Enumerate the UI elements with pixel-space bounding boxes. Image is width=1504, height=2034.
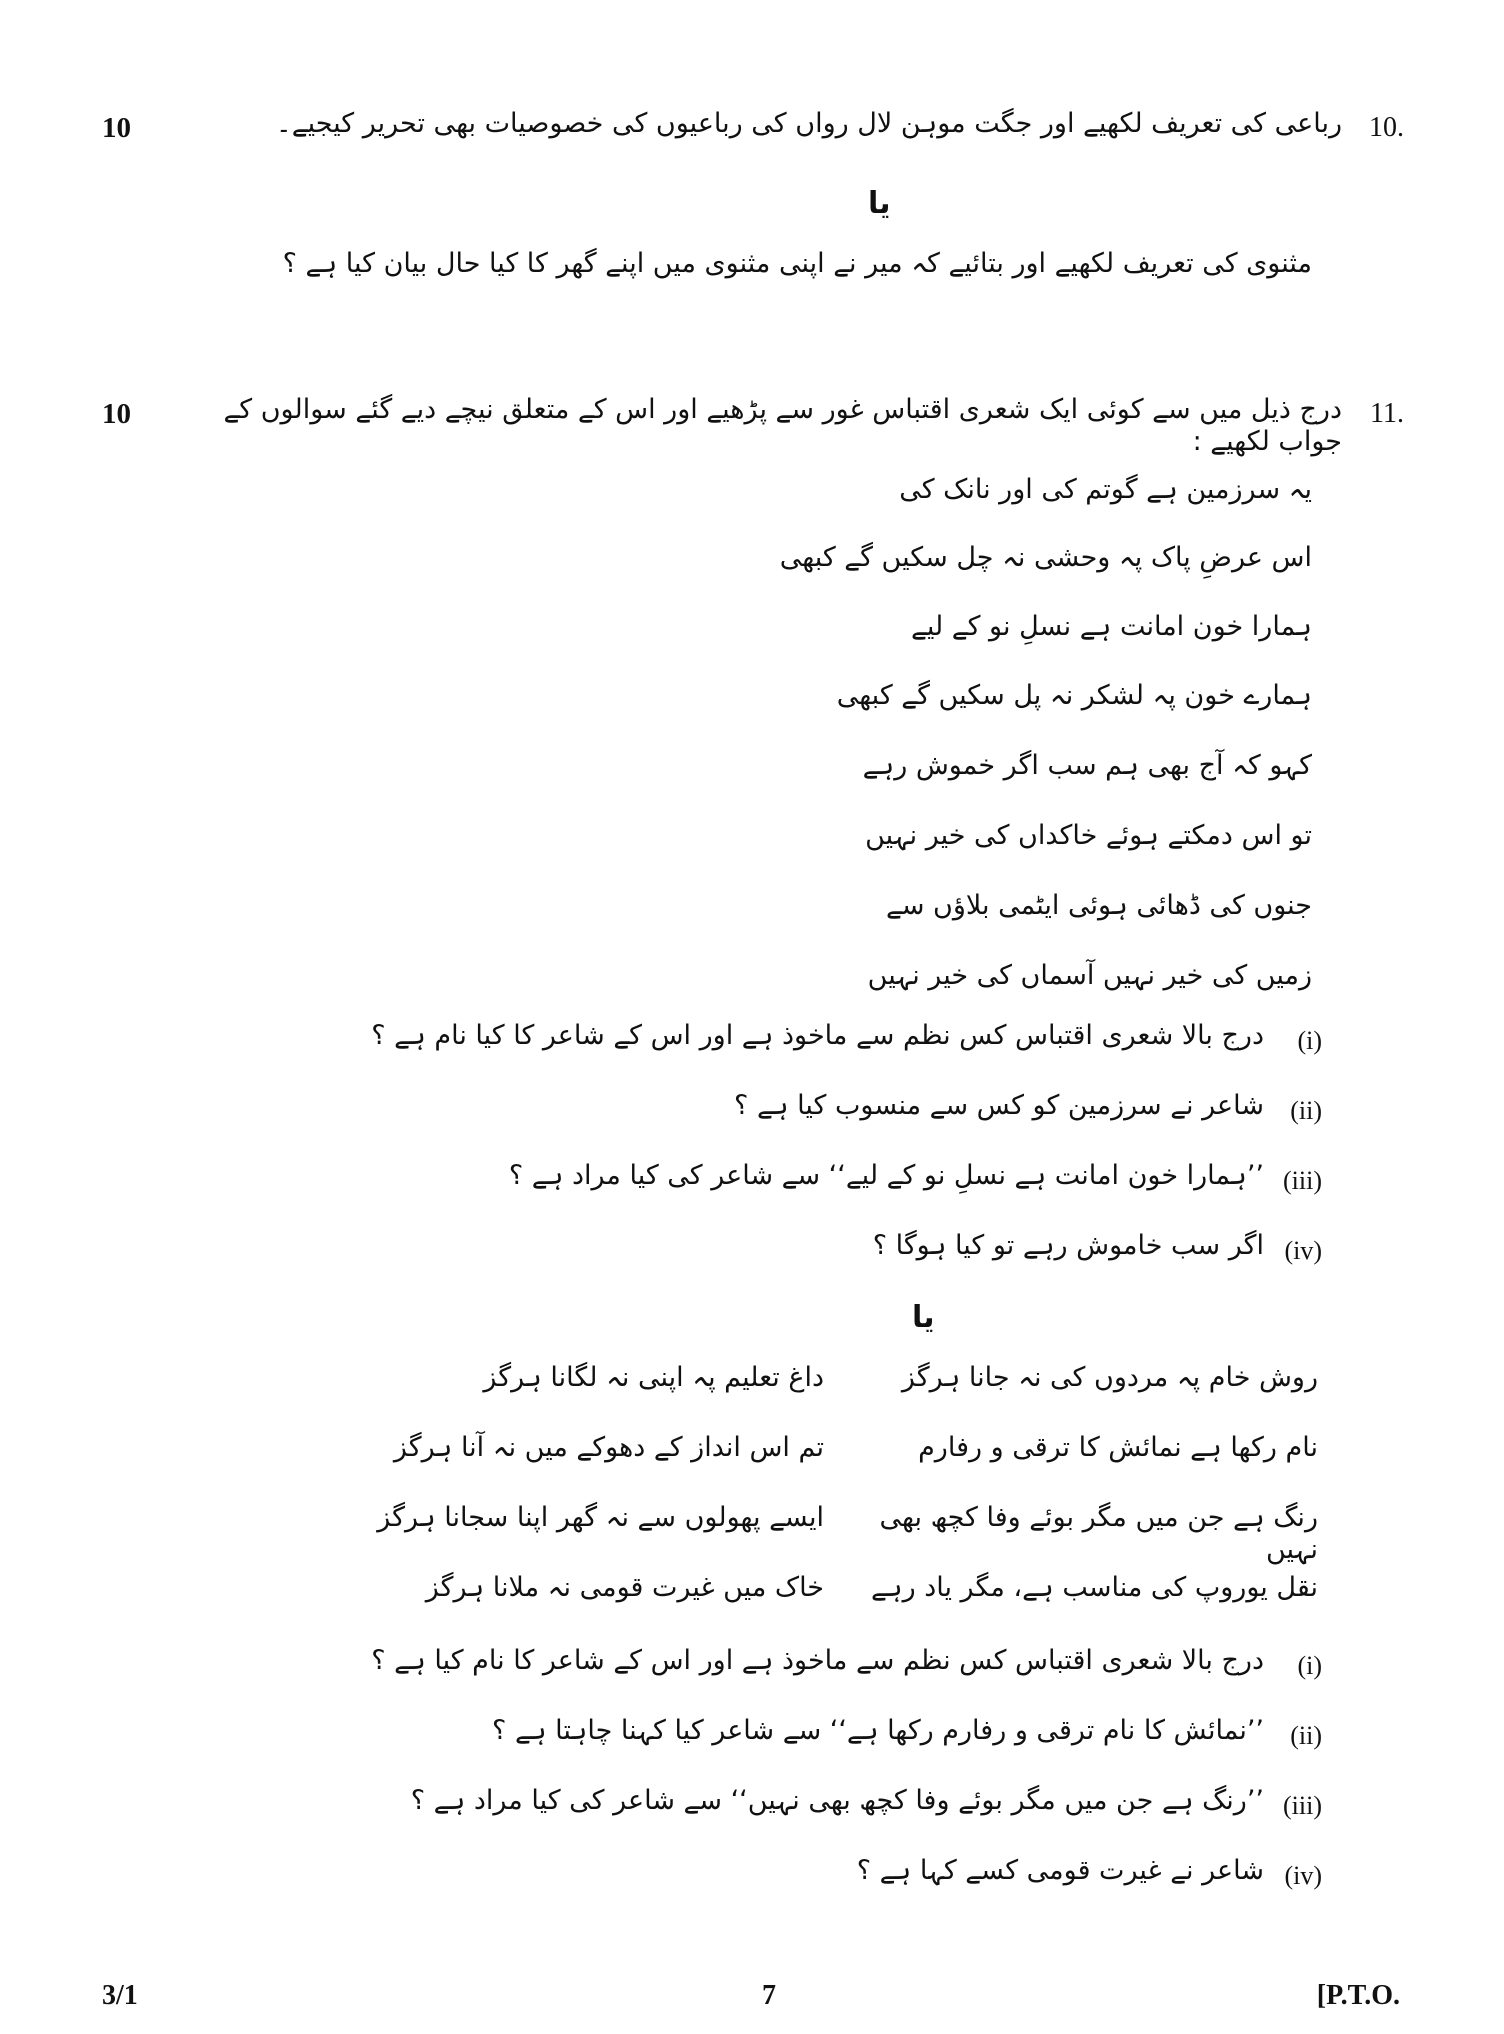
sub-question: اگر سب خاموش رہے تو کیا ہوگا ؟ <box>872 1230 1264 1261</box>
poem-line: ہمارا خون امانت ہے نسلِ نو کے لیے <box>911 611 1312 642</box>
couplet-first-line: روش خام پہ مردوں کی نہ جانا ہرگز <box>901 1362 1318 1393</box>
sub-question: ’’نمائش کا نام ترقی و رفارم رکھا ہے‘‘ سے شاعر کیا کہنا چاہتا ہے ؟ <box>492 1715 1264 1746</box>
poem-line: یہ سرزمین ہے گوتم کی اور نانک کی <box>899 474 1312 505</box>
q10-marks: 10 <box>102 112 131 144</box>
sub-question-number: (iii) <box>1283 1791 1322 1820</box>
poem-line: اس عرضِ پاک پہ وحشی نہ چل سکیں گے کبھی <box>779 542 1312 573</box>
sub-question-number: (ii) <box>1290 1096 1322 1125</box>
paper-code: 3/1 <box>102 1980 138 2011</box>
poem-line: ہمارے خون پہ لشکر نہ پل سکیں گے کبھی <box>836 680 1312 711</box>
sub-question: شاعر نے سرزمین کو کس سے منسوب کیا ہے ؟ <box>734 1090 1264 1121</box>
couplet-second-line: ایسے پھولوں سے نہ گھر اپنا سجانا ہرگز <box>377 1502 824 1533</box>
couplet-first-line: نقل یوروپ کی مناسب ہے، مگر یاد رہے <box>870 1572 1318 1603</box>
sub-question: درج بالا شعری اقتباس کس نظم سے ماخوذ ہے اور اس کے شاعر کا کیا نام ہے ؟ <box>371 1020 1264 1051</box>
q11-number: 11. <box>1370 398 1404 429</box>
sub-question-number: (iv) <box>1284 1236 1322 1265</box>
sub-question: شاعر نے غیرت قومی کسے کہا ہے ؟ <box>856 1855 1264 1886</box>
poem-line: جنوں کی ڈھائی ہوئی ایٹمی بلاؤں سے <box>886 890 1312 921</box>
poem-line: کہو کہ آج بھی ہم سب اگر خموش رہے <box>862 750 1312 781</box>
couplet-second-line: داغ تعلیم پہ اپنی نہ لگانا ہرگز <box>483 1362 824 1393</box>
couplet-second-line: تم اس انداز کے دھوکے میں نہ آنا ہرگز <box>393 1432 824 1463</box>
sub-question-number: (iii) <box>1283 1166 1322 1195</box>
q11-text: درج ذیل میں سے کوئی ایک شعری اقتباس غور سے پڑھیے اور اس کے متعلق نیچے دیے گئے سوالوں کے جواب لکھیے : <box>223 394 1342 458</box>
sub-question-number: (i) <box>1297 1026 1322 1055</box>
couplet-first-line: نام رکھا ہے نمائش کا ترقی و رفارم <box>918 1432 1318 1463</box>
sub-question: درج بالا شعری اقتباس کس نظم سے ماخوذ ہے اور اس کے شاعر کا نام کیا ہے ؟ <box>371 1645 1264 1676</box>
sub-question: ’’ہمارا خون امانت ہے نسلِ نو کے لیے‘‘ سے شاعر کی کیا مراد ہے ؟ <box>508 1160 1264 1191</box>
poem-line: تو اس دمکتے ہوئے خاکداں کی خیر نہیں <box>865 820 1312 851</box>
sub-question: ’’رنگ ہے جن میں مگر بوئے وفا کچھ بھی نہیں‘‘ سے شاعر کی کیا مراد ہے ؟ <box>410 1785 1264 1816</box>
couplet-second-line: خاک میں غیرت قومی نہ ملانا ہرگز <box>425 1572 824 1603</box>
page-number: 7 <box>762 1980 776 2011</box>
q11-marks: 10 <box>102 398 131 430</box>
q10-alt-text: مثنوی کی تعریف لکھیے اور بتائیے کہ میر نے اپنی مثنوی میں اپنے گھر کا کیا حال بیان کیا ہے ؟ <box>282 248 1312 279</box>
please-turn-over: [P.T.O. <box>1316 1980 1400 2011</box>
q11-or: یا <box>912 1300 935 1335</box>
couplet-first-line: رنگ ہے جن میں مگر بوئے وفا کچھ بھی نہیں <box>879 1502 1318 1566</box>
sub-question-number: (iv) <box>1284 1861 1322 1890</box>
q10-or: یا <box>868 186 891 221</box>
q10-number: 10. <box>1369 112 1404 143</box>
sub-question-number: (i) <box>1297 1651 1322 1680</box>
poem-line: زمیں کی خیر نہیں آسماں کی خیر نہیں <box>867 960 1312 991</box>
sub-question-number: (ii) <box>1290 1721 1322 1750</box>
q10-text: رباعی کی تعریف لکھیے اور جگت موہن لال رواں کی رباعیوں کی خصوصیات بھی تحریر کیجیے۔ <box>275 108 1342 139</box>
